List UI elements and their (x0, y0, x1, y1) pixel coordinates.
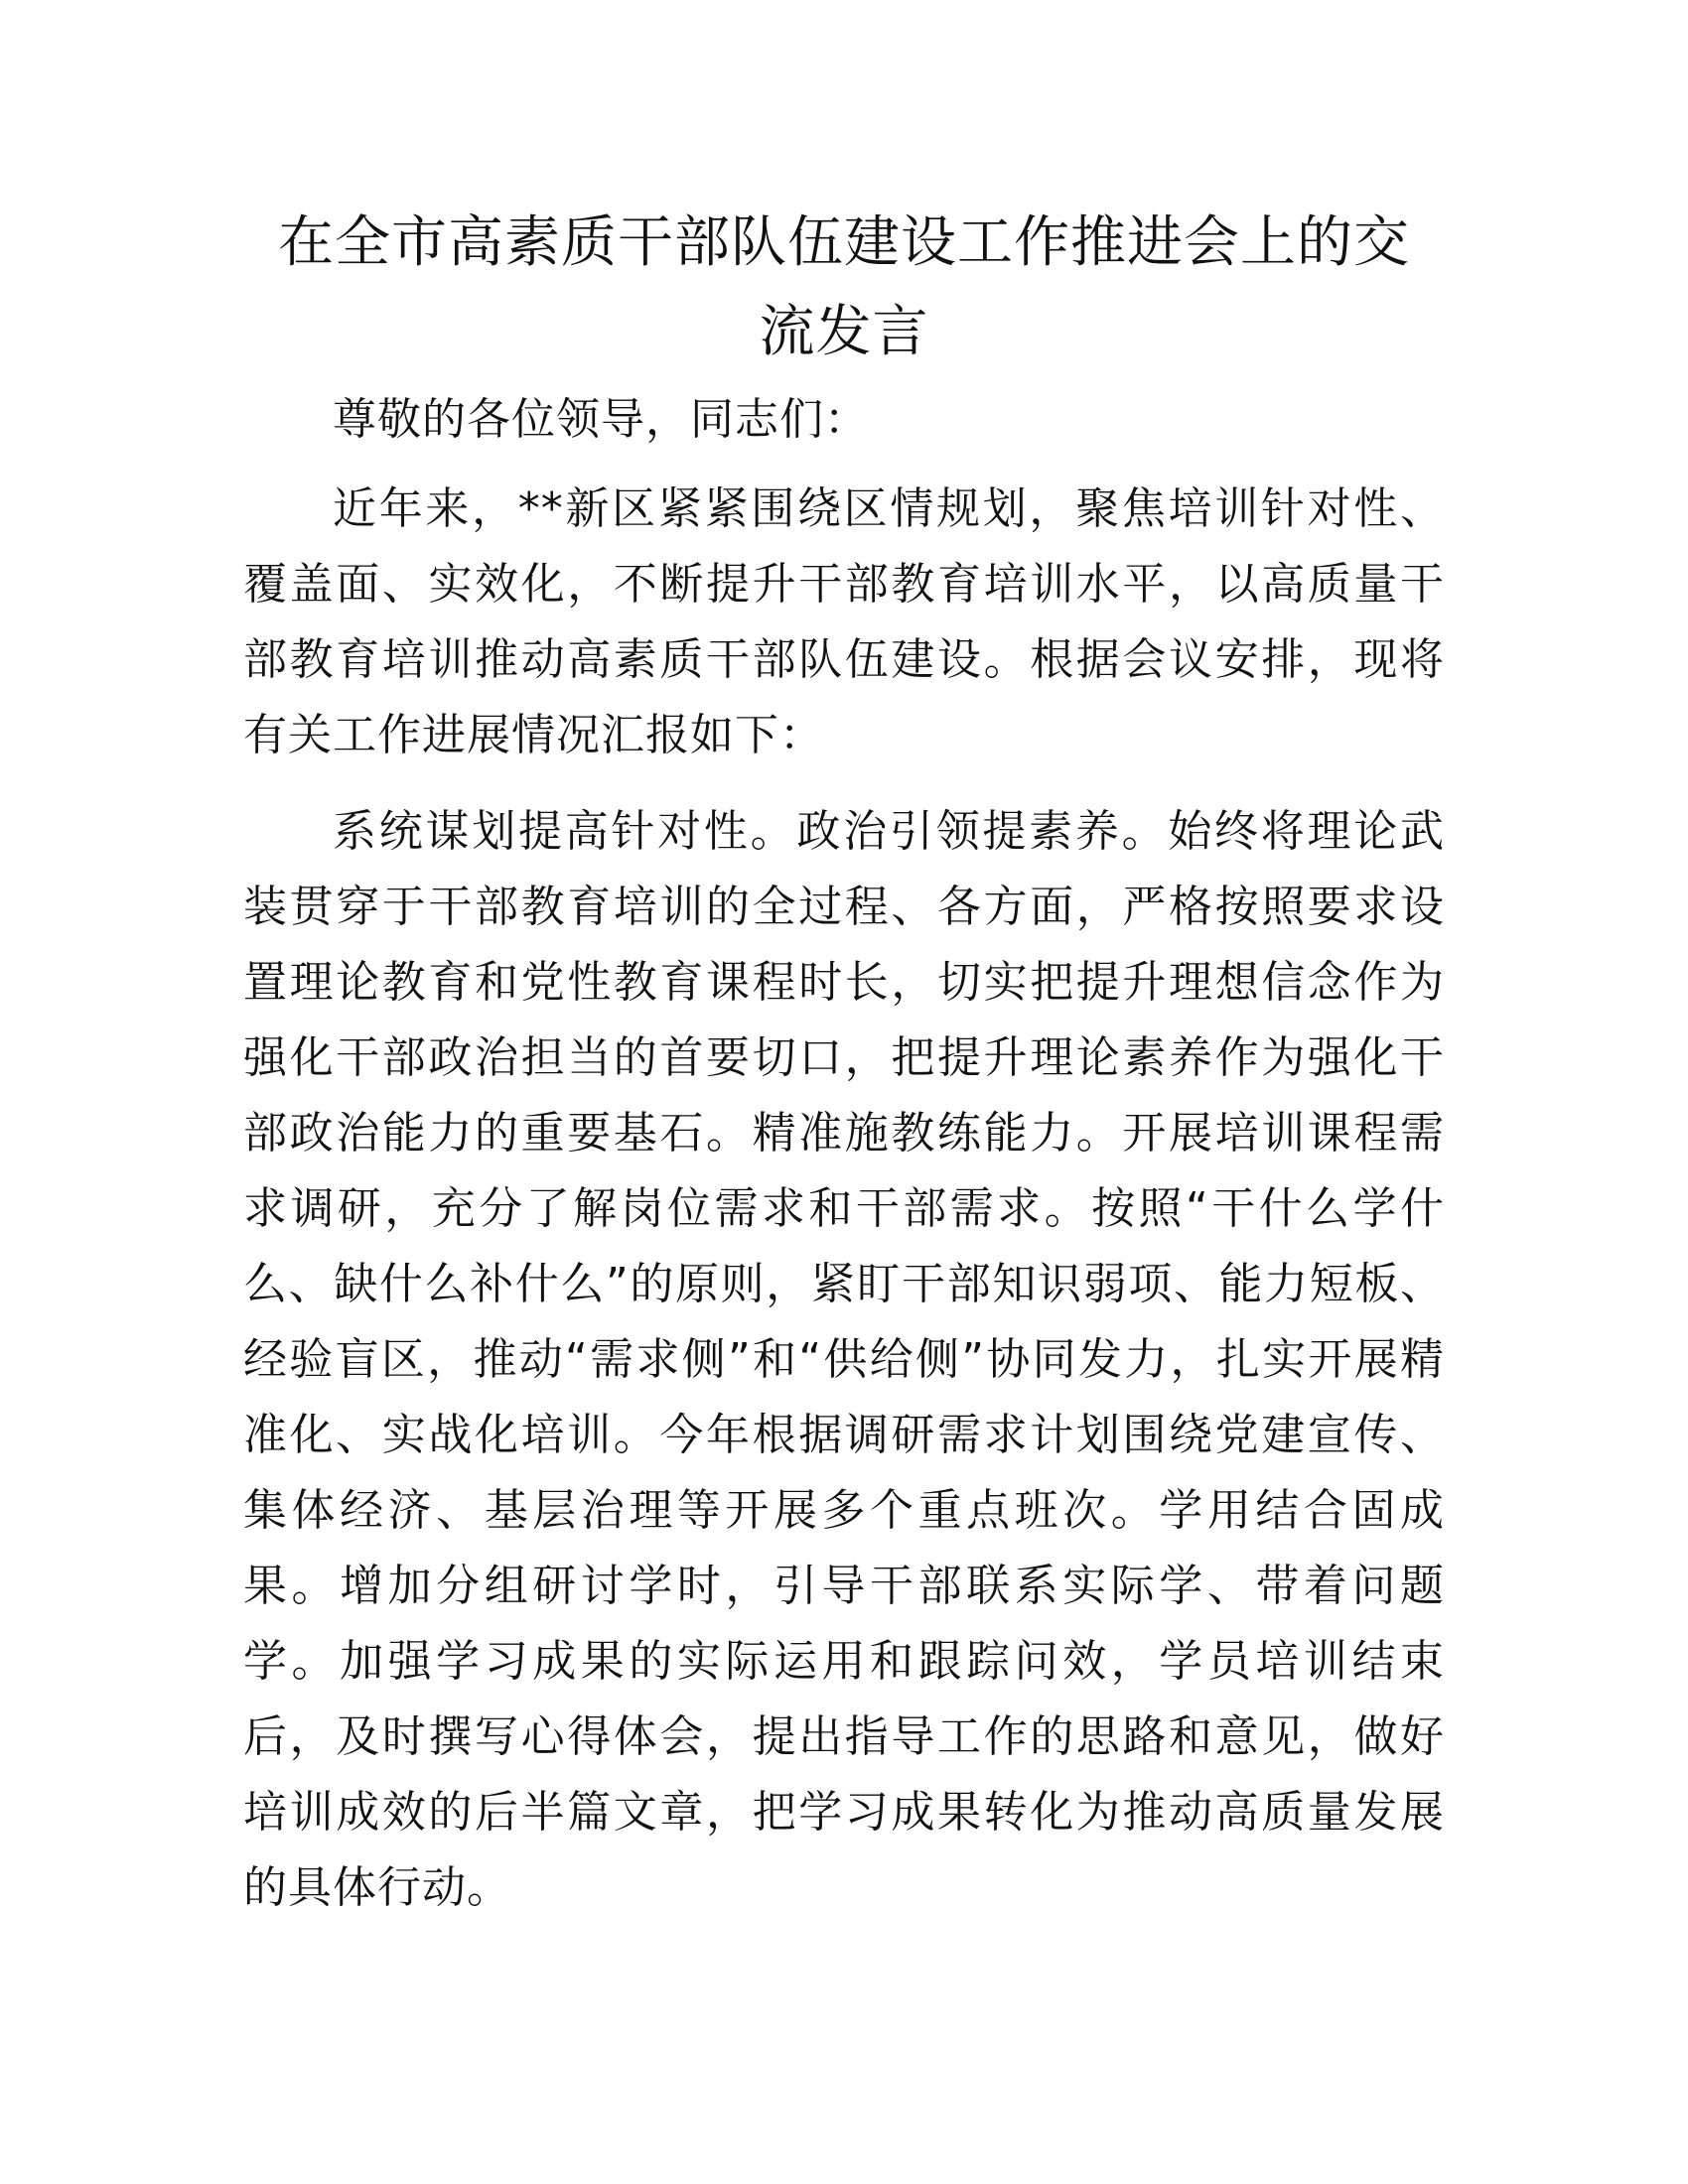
salutation: 尊敬的各位领导，同志们： (333, 394, 869, 445)
paragraph-introduction: 近年来，**新区紧紧围绕区情规划，聚焦培训针对性、覆盖面、实效化，不断提升干部教育培训水平，以高质量干部教育培训推动高素质干部队伍建设。根据会议安排，现将有关工作进展情况汇报如下： (243, 483, 1445, 760)
title-line-2: 流发言 (759, 300, 929, 364)
paragraph-systematic-planning: 系统谋划提高针对性。政治引领提素养。始终将理论武装贯穿于干部教育培训的全过程、各方面，严格按照要求设置理论教育和党性教育课程时长，切实把提升理想信念作为强化干部政治担当的首要切口，把提升理论素养作为强化干部政治能力的重要基石。精准施教练能力。开展培训课程需求调研，充分了解岗位需求和干部需求。按照“干什么学什么、缺什么补什么”的原则，紧盯干部知识弱项、能力短板、经验盲区，推动“需求侧”和“供给侧”协同发力，扎实开展精准化、实战化培训。今年根据调研需求计划围绕党建宣传、集体经济、基层治理等开展多个重点班次。学用结合固成果。增加分组研讨学时，引导干部联系实际学、带着问题学。加强学习成果的实际运用和跟踪问效，学员培训结束后，及时撰写心得体会，提出指导工作的思路和意见，做好培训成效的后半篇文章，把学习成果转化为推动高质量发展的具体行动。 (243, 806, 1445, 1913)
title-line-1: 在全市高素质干部队伍建设工作推进会上的交 (278, 210, 1410, 275)
document-title (243, 199, 1445, 377)
